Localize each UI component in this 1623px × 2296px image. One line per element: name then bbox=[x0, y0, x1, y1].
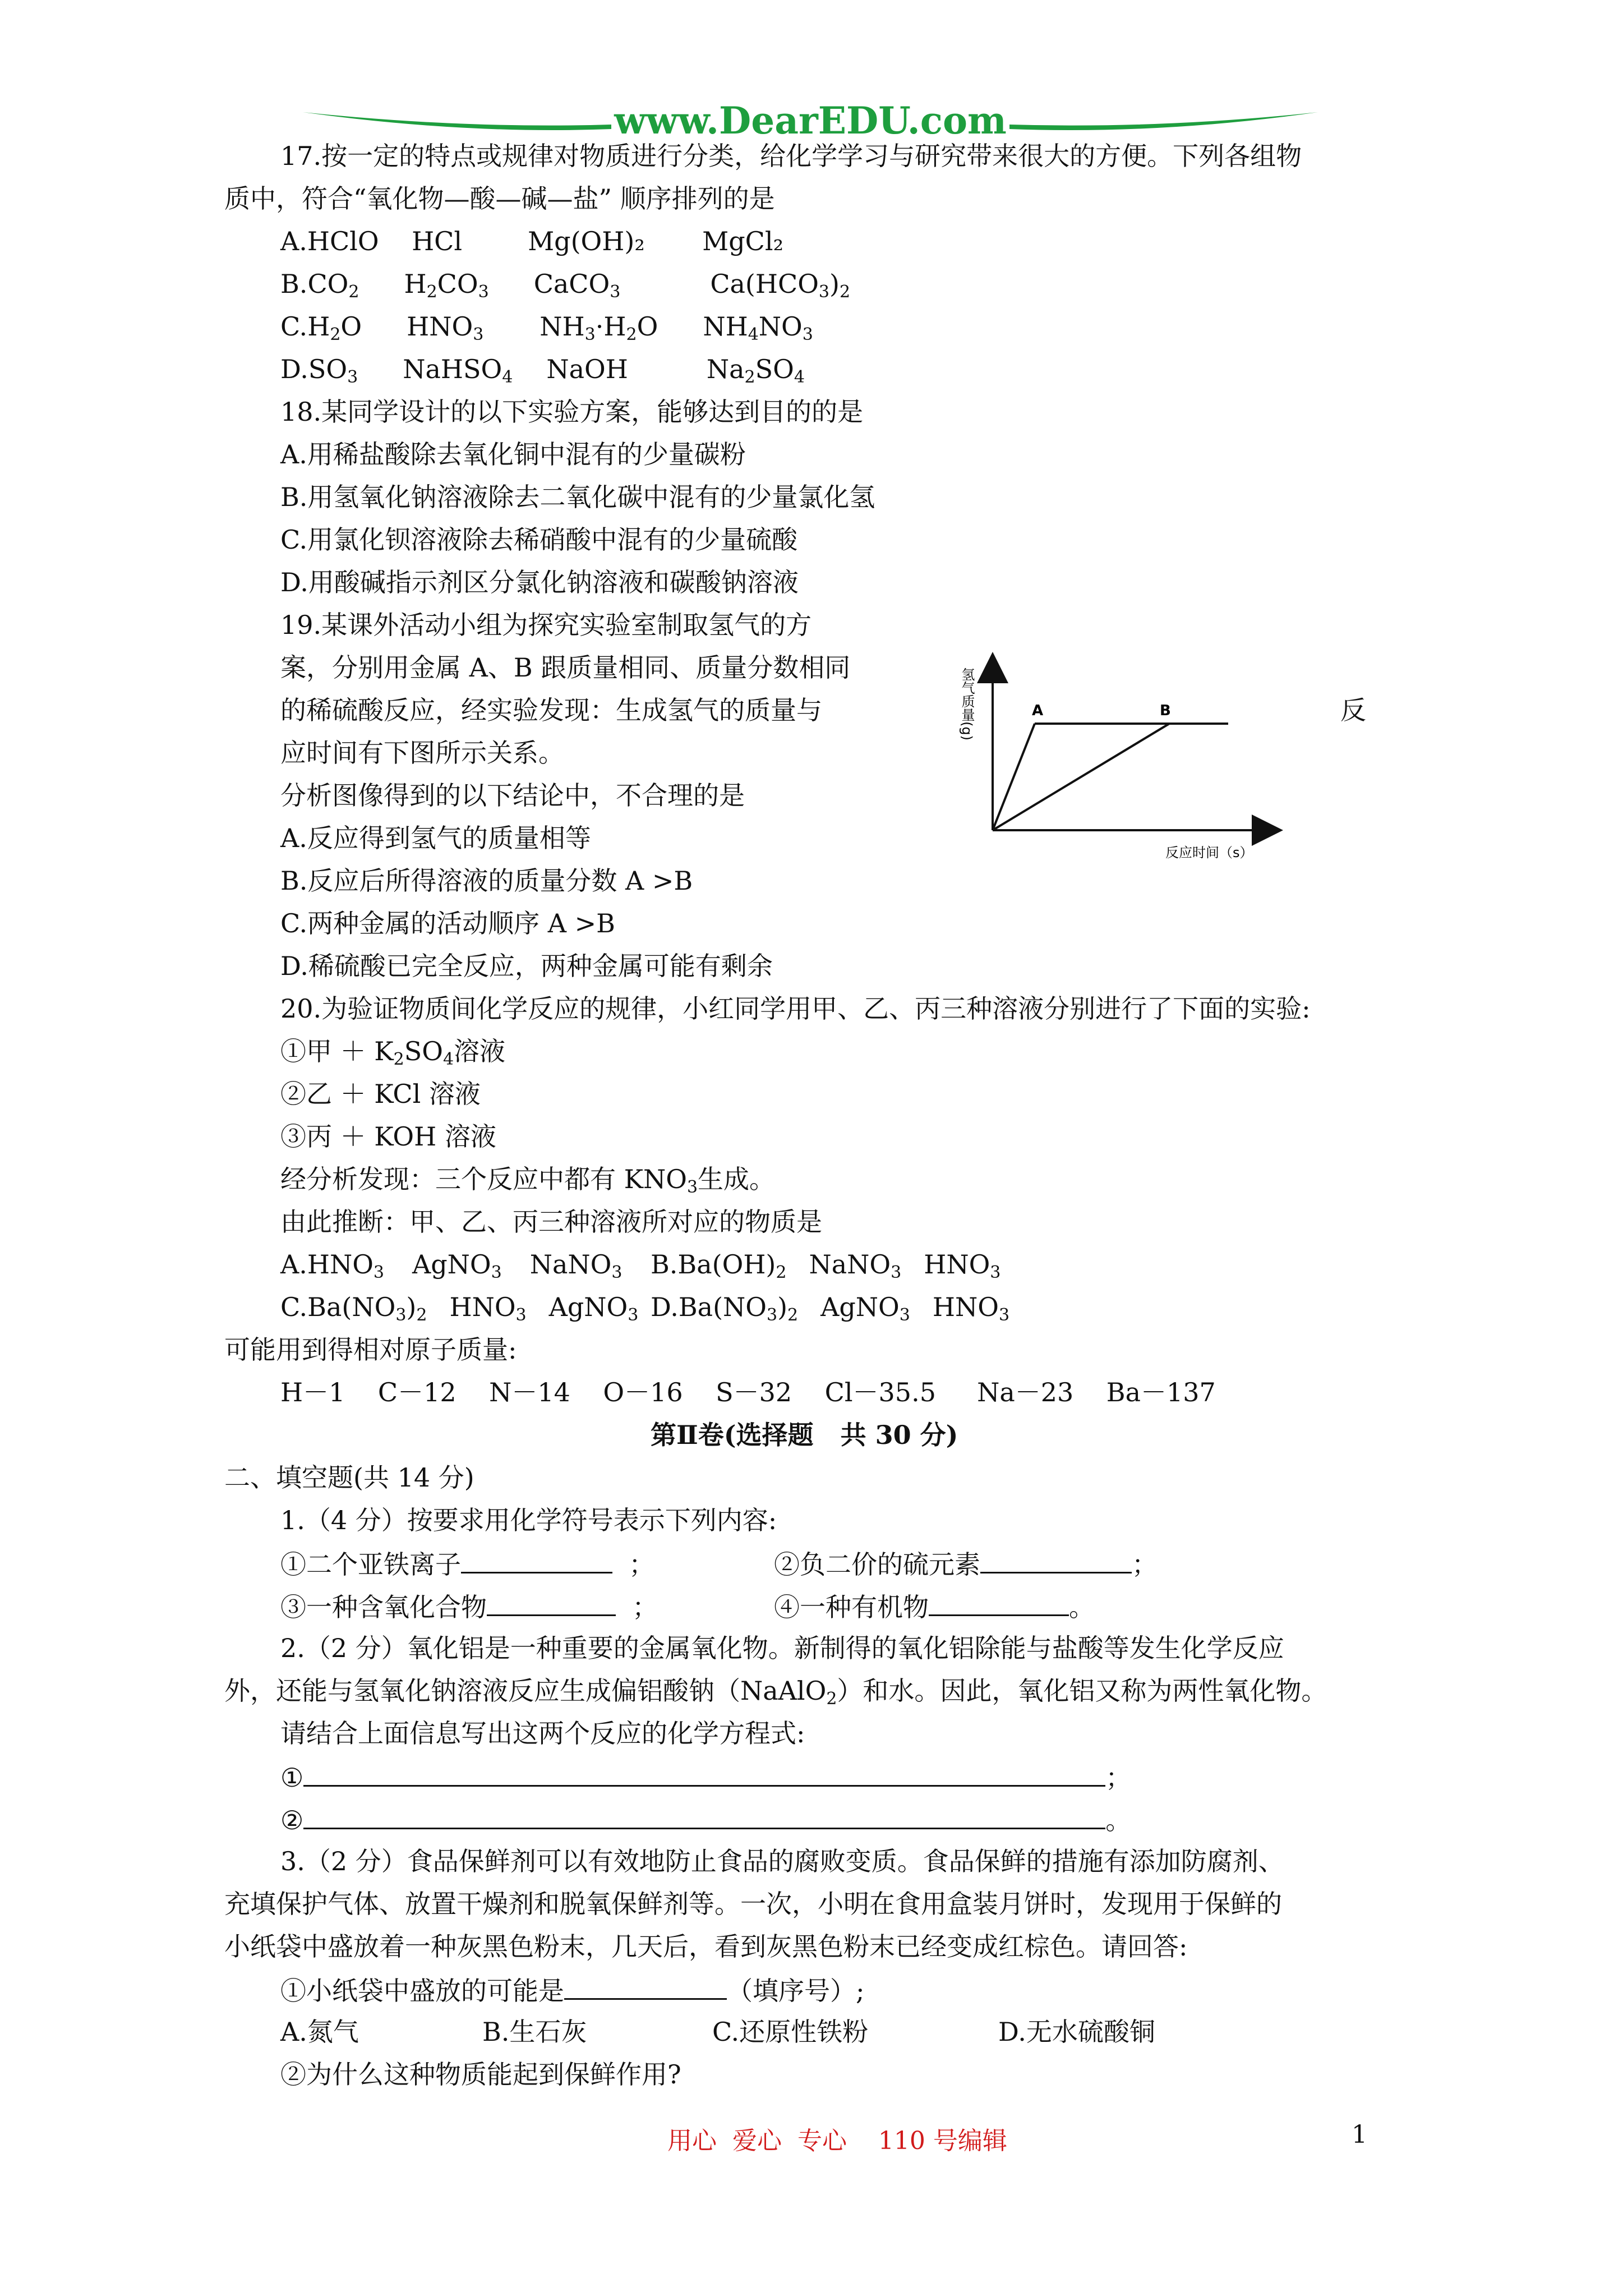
f3-option-d: D.无水硫酸铜 bbox=[998, 2017, 1155, 2047]
q19-stem-line2: 案，分别用金属 A、B 跟质量相同、质量分数相同 bbox=[280, 652, 851, 683]
f2-equation-1-blank[interactable] bbox=[303, 1759, 1105, 1787]
f1-item3-blank[interactable] bbox=[487, 1589, 616, 1616]
f1-item4: ④一种有机物 。 bbox=[774, 1589, 1095, 1624]
q17-option-c: $C.H_2O$ $HNO_3$ $NH_3\cdot H_2O$ $NH_4NO_3$ bbox=[280, 311, 813, 344]
atomic-mass-values: H－1 C－12 N－14 O－16 S－32 Cl－35.5 Na－23 Ba－137 bbox=[280, 1377, 1216, 1407]
q18-option-d: D.用酸碱指示剂区分氯化钠溶液和碳酸钠溶液 bbox=[280, 567, 799, 597]
q19-graph bbox=[948, 645, 1295, 903]
q19-stem-line1: 19.某课外活动小组为探究实验室制取氢气的方 bbox=[280, 610, 812, 640]
f2-line3: 请结合上面信息写出这两个反应的化学方程式: bbox=[280, 1718, 805, 1749]
q17-option-a: A.HClO HCl Mg(OH)₂ MgCl₂ bbox=[280, 226, 784, 256]
q20-option-b: $B.Ba(OH)_2$ NaNO$_3$ $HNO_3$ bbox=[651, 1249, 1001, 1282]
f1-item4-blank[interactable] bbox=[929, 1589, 1069, 1616]
page-number: 1 bbox=[1352, 2120, 1367, 2149]
q19-y-label: 氢气质量(g) bbox=[959, 668, 975, 740]
q18-option-c: C.用氯化钡溶液除去稀硝酸中混有的少量硫酸 bbox=[280, 524, 798, 555]
f3-question-1-blank[interactable] bbox=[564, 1972, 727, 2000]
q20-reaction-2: ②乙 ＋ KCl 溶液 bbox=[280, 1079, 481, 1109]
q20-option-d: $D.Ba(NO_3)_2$ AgNO$_3$ $HNO_3$ bbox=[651, 1292, 1010, 1325]
q20-stem: 20.为验证物质间化学反应的规律，小红同学用甲、乙、丙三种溶液分别进行了下面的实验: bbox=[280, 993, 1311, 1024]
q20-option-c: $C.Ba(NO_3)_2$ $HNO_3$ AgNO$_3$ bbox=[280, 1292, 639, 1325]
q19-option-d: D.稀硫酸已完全反应，两种金属可能有剩余 bbox=[280, 951, 773, 981]
atomic-mass-label: 可能用到得相对原子质量: bbox=[224, 1335, 517, 1365]
q20-finding: 经分析发现：三个反应中都有 $KNO_3$生成。 bbox=[280, 1164, 776, 1197]
f3-question-2: ②为什么这种物质能起到保鲜作用? bbox=[280, 2059, 681, 2090]
q19-label-a: A bbox=[1032, 702, 1044, 719]
q19-stem-line3: 的稀硫酸反应，经实验发现：生成氢气的质量与 bbox=[280, 695, 822, 725]
q19-line-a bbox=[993, 724, 1035, 830]
q20-inference: 由此推断：甲、乙、丙三种溶液所对应的物质是 bbox=[280, 1207, 822, 1237]
f1-item2-blank[interactable] bbox=[980, 1546, 1132, 1573]
f3-option-c: C.还原性铁粉 bbox=[712, 2017, 869, 2047]
q19-stem-line5: 分析图像得到的以下结论中，不合理的是 bbox=[280, 780, 745, 811]
q17-stem-line1: 17.按一定的特点或规律对物质进行分类，给化学学习与研究带来很大的方便。下列各组物 bbox=[280, 141, 1302, 171]
f3-line1: 3.（2 分）食品保鲜剂可以有效地防止食品的腐败变质。食品保鲜的措施有添加防腐剂、 bbox=[280, 1846, 1284, 1876]
f1-item1-blank[interactable] bbox=[461, 1546, 612, 1573]
q19-stem-line4: 应时间有下图所示关系。 bbox=[280, 738, 564, 768]
q18-option-a: A.用稀盐酸除去氧化铜中混有的少量碳粉 bbox=[280, 439, 746, 470]
q19-line-b bbox=[993, 724, 1169, 830]
q20-option-a: $A.HNO_3$ AgNO$_3$ NaNO$_3$ bbox=[280, 1249, 623, 1282]
q20-reaction-1: ①甲 ＋ $K_2SO_4$溶液 bbox=[280, 1036, 506, 1069]
q19-stem-line3-tail: 反 bbox=[1340, 695, 1366, 725]
q19-x-label: 反应时间（s） bbox=[1165, 845, 1253, 861]
f1-item1: ①二个亚铁离子 ； bbox=[280, 1546, 654, 1581]
f2-equation-1: ① ； bbox=[280, 1759, 1131, 1795]
f1-item2: ②负二价的硫元素 ； bbox=[774, 1546, 1158, 1581]
f2-line1: 2.（2 分）氧化铝是一种重要的金属氧化物。新制得的氧化铝除能与盐酸等发生化学反应 bbox=[280, 1633, 1284, 1663]
q17-option-b: $B.CO_2$ $H_2CO_3$ CaCO$_3$ $Ca(HCO_3)_2$ bbox=[280, 269, 851, 302]
q17-stem-line2: 质中，符合“氧化物—酸—碱—盐” 顺序排列的是 bbox=[224, 183, 775, 214]
q19-option-b: B.反应后所得溶液的质量分数 A >B bbox=[280, 866, 693, 896]
q20-reaction-3: ③丙 ＋ KOH 溶液 bbox=[280, 1121, 496, 1152]
f3-option-b: B.生石灰 bbox=[482, 2017, 587, 2047]
f1-stem: 1.（4 分）按要求用化学符号表示下列内容: bbox=[280, 1505, 777, 1535]
q18-option-b: B.用氢氧化钠溶液除去二氧化碳中混有的少量氯化氢 bbox=[280, 482, 875, 512]
q17-option-d: $D.SO_3$ NaHSO$_4$ NaOH $Na_2SO_4$ bbox=[280, 354, 805, 387]
f3-option-a: A.氮气 bbox=[280, 2017, 359, 2047]
f3-question-1: ①小纸袋中盛放的可能是 （填序号）; bbox=[280, 1972, 865, 2008]
f2-equation-2-blank[interactable] bbox=[303, 1802, 1105, 1829]
q18-stem: 18.某同学设计的以下实验方案，能够达到目的的是 bbox=[280, 397, 864, 427]
part2-title: 第Ⅱ卷(选择题 共 30 分) bbox=[651, 1420, 958, 1450]
site-logo-text[interactable]: www.DearEDU.com bbox=[614, 99, 1007, 142]
f2-equation-2: ② 。 bbox=[280, 1802, 1131, 1837]
f1-item3: ③一种含氧化合物 ； bbox=[280, 1589, 658, 1624]
section2-title: 二、填空题(共 14 分) bbox=[224, 1462, 474, 1493]
f3-line3: 小纸袋中盛放着一种灰黑色粉末，几天后，看到灰黑色粉末已经变成红棕色。请回答: bbox=[224, 1931, 1188, 1962]
f2-line2: 外，还能与氢氧化钠溶液反应生成偏铝酸钠（NaAlO$_2$）和水。因此，氧化铝又称为两性氧化物。 bbox=[224, 1676, 1327, 1709]
f3-line2: 充填保护气体、放置干燥剂和脱氧保鲜剂等。一次，小明在食用盒装月饼时，发现用于保鲜的 bbox=[224, 1889, 1282, 1919]
q19-label-b: B bbox=[1160, 702, 1171, 719]
q19-option-c: C.两种金属的活动顺序 A >B bbox=[280, 908, 615, 938]
q19-option-a: A.反应得到氢气的质量相等 bbox=[280, 823, 591, 853]
footer-text: 用心 爱心 专心 110 号编辑 bbox=[667, 2127, 1007, 2155]
